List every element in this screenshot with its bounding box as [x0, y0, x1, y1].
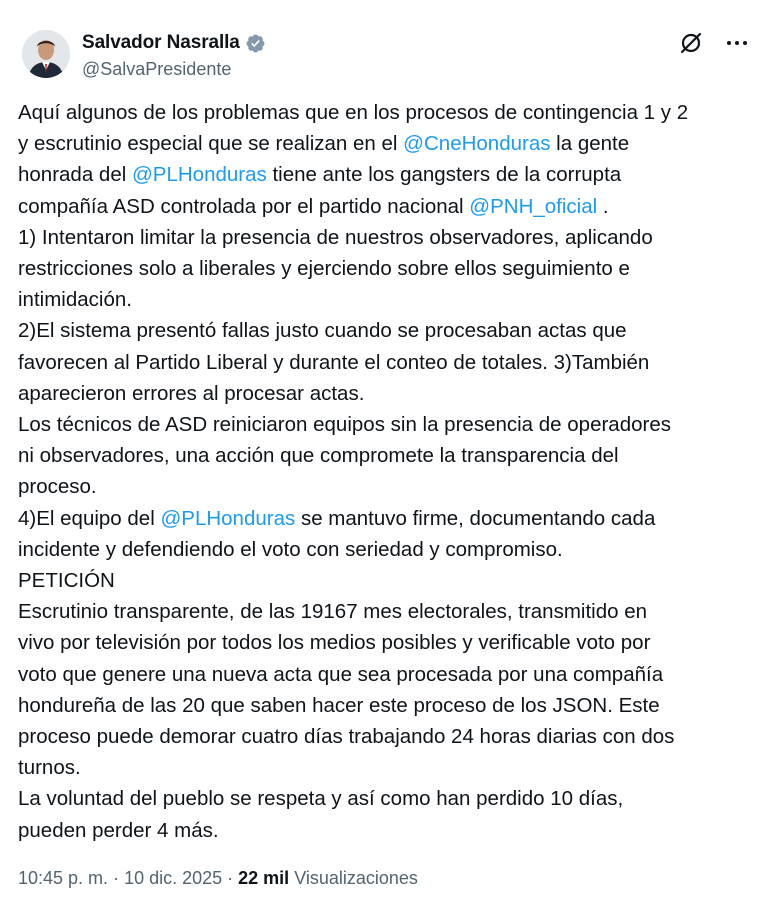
text-line: restricciones solo a liberales y ejerciendo sobre ellos seguimiento e	[18, 257, 630, 281]
text-line: turnos.	[18, 756, 81, 780]
text-fragment: .	[597, 194, 609, 218]
text-line: 2)El sistema presentó fallas justo cuando se procesaban actas que	[18, 319, 627, 343]
text-fragment: honrada del	[18, 163, 132, 187]
text-line: favorecen al Partido Liberal y durante el conteo de totales. 3)También	[18, 350, 650, 374]
text-line	[18, 503, 758, 534]
text-fragment: tiene ante los gangsters de la corrupta	[266, 163, 622, 187]
mention-link[interactable]: @PLHonduras	[131, 163, 267, 187]
text-line: incidente y defendiendo el voto con seriedad y compromiso.	[18, 537, 563, 561]
text-line	[18, 191, 758, 222]
text-fragment: se mantuvo firme, documentando cada	[295, 506, 656, 530]
text-line: PETICIÓN	[18, 569, 115, 593]
text-line	[18, 159, 758, 190]
text-line	[18, 128, 758, 159]
avatar-image	[22, 30, 70, 78]
text-line: Los técnicos de ASD reiniciaron equipos sin la presencia de operadores	[18, 413, 671, 437]
views-count: 22 mil	[238, 868, 290, 888]
text-fragment: compañía ASD controlada por el partido nacional	[18, 194, 470, 218]
text-line: vivo por televisión por todos los medios posibles y verificable voto por	[18, 631, 651, 655]
text-line: pueden perder 4 más.	[18, 818, 219, 842]
mention-link[interactable]: @CneHonduras	[403, 132, 551, 156]
post-date[interactable]: 10 dic. 2025	[124, 868, 223, 888]
author-display-name[interactable]: Salvador Nasralla	[82, 32, 240, 53]
text-fragment: la gente	[550, 132, 630, 156]
tweet-text	[18, 97, 758, 846]
separator: ·	[108, 868, 125, 888]
text-line: hondureña de las 20 que saben hacer este proceso de los JSON. Este	[18, 693, 660, 717]
text-line: Aquí algunos de los problemas que en los procesos de contingencia 1 y 2	[18, 101, 689, 124]
text-line: 1) Intentaron limitar la presencia de nuestros observadores, aplicando	[18, 225, 653, 249]
text-line: Escrutinio transparente, de las 19167 mes electorales, transmitido en	[18, 600, 648, 624]
views-label: Visualizaciones	[294, 868, 418, 888]
post-time[interactable]: 10:45 p. m.	[18, 868, 109, 888]
author-block	[82, 31, 266, 80]
text-fragment: 4)El equipo del	[18, 506, 161, 530]
tweet-header	[22, 26, 750, 86]
mention-link[interactable]: @PNH_oficial	[469, 194, 598, 218]
text-line: La voluntad del pueblo se respeta y así como han perdido 10 días,	[18, 787, 624, 811]
tweet-meta	[18, 868, 418, 889]
separator: ·	[222, 868, 239, 888]
mention-link[interactable]: @PLHonduras	[160, 506, 296, 530]
verified-badge-icon	[245, 33, 266, 54]
text-line: proceso.	[18, 475, 97, 499]
avatar[interactable]	[22, 30, 70, 78]
author-handle[interactable]: @SalvaPresidente	[82, 59, 232, 79]
text-line: voto que genere una nueva acta que sea procesada por una compañía	[18, 662, 664, 686]
text-line: intimidación.	[18, 288, 132, 312]
more-dots-icon[interactable]	[724, 30, 750, 56]
text-line: proceso puede demorar cuatro días trabajando 24 horas diarias con dos	[18, 725, 675, 749]
text-fragment: y escrutinio especial que se realizan en el	[18, 132, 404, 156]
text-line: aparecieron errores al procesar actas.	[18, 381, 365, 405]
text-line: ni observadores, una acción que compromete la transparencia del	[18, 444, 619, 468]
grok-slash-icon[interactable]	[678, 30, 704, 56]
